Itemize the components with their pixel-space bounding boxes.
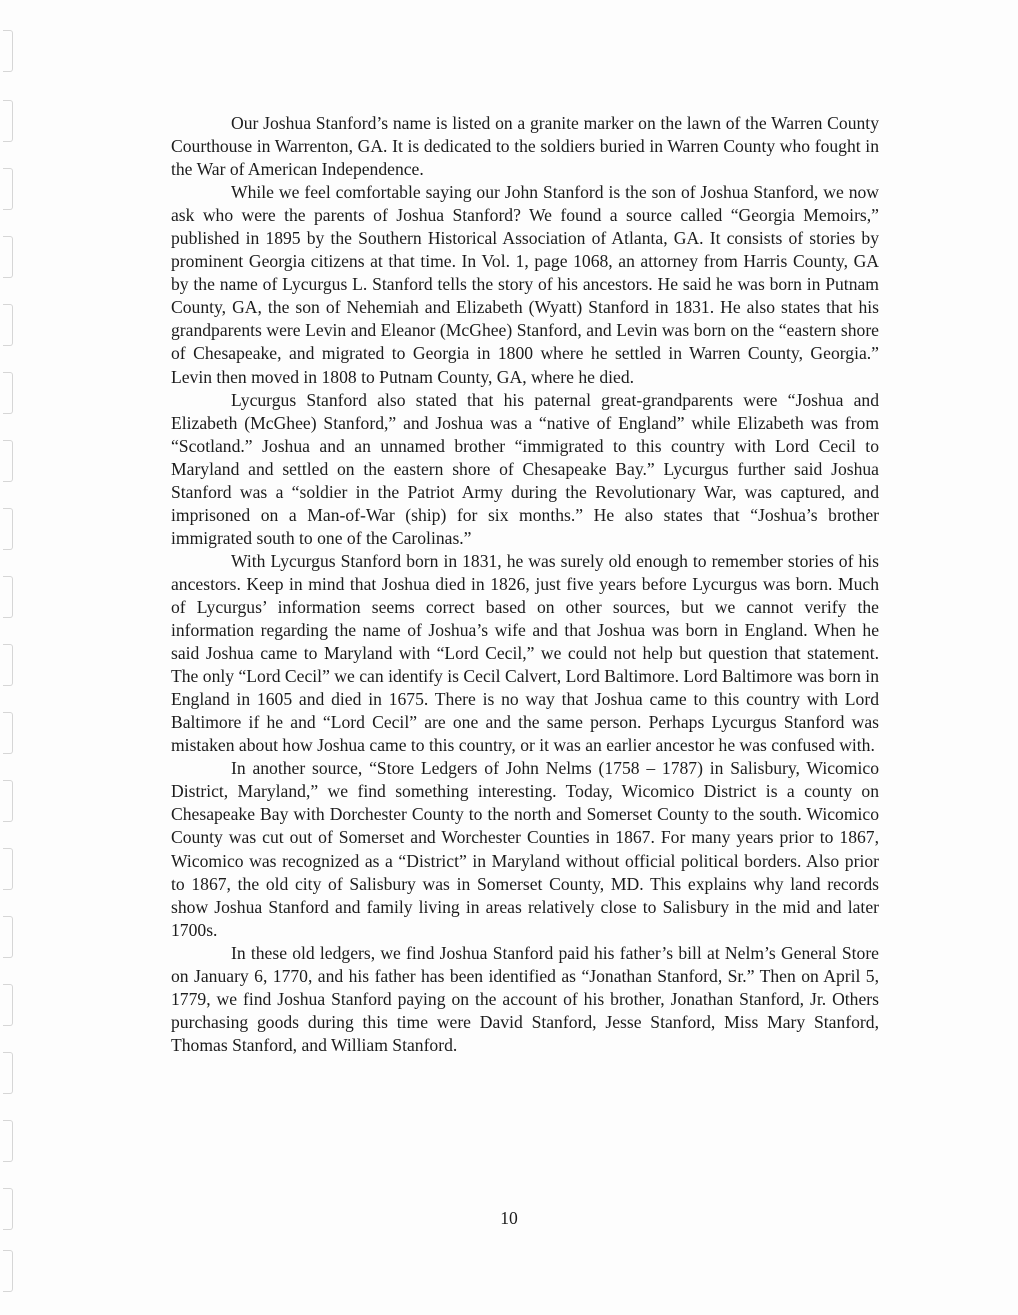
binder-mark: [3, 1052, 13, 1094]
binder-mark: [3, 1250, 13, 1292]
binder-mark: [3, 848, 13, 890]
binder-mark: [3, 236, 13, 278]
paragraph: In another source, “Store Ledgers of John Nelms (1758 – 1787) in Salisbury, Wicomico District, Maryland,” we find something interesting. Today, Wicomico District is a county on Chesapeake Bay with Dorchester County to the north and Somerset County to the south. Wicomico County was cut out of Somerset and Worchester Counties in 1867. For many years prior to 1867, Wicomico was recognized as a “District” in Maryland without official political borders. Also prior to 1867, the old city of Salisbury was in Somerset County, MD. This explains why land records show Joshua Stanford and family living in areas relatively close to Salisbury in the mid and later 1700s.: [171, 758, 879, 940]
paragraph: With Lycurgus Stanford born in 1831, he was surely old enough to remember stories of his ancestors. Keep in mind that Joshua died in 1826, just five years before Lycurgus was born. Much of Lycurgus’ information seems correct based on other sources, but we cannot verify the information regarding the name of Joshua’s wife and that Joshua was born in England. When he said Joshua came to Maryland with “Lord Cecil,” we could not help but question that statement. The only “Lord Cecil” we can identify is Cecil Calvert, Lord Baltimore. Lord Baltimore was born in England in 1605 and died in 1675. There is no way that Joshua came to this country with Lord Baltimore if he and “Lord Cecil” are one and the same person. Perhaps Lycurgus Stanford was mistaken about how Joshua came to this country, or it was an earlier ancestor he was confused with.: [171, 550, 879, 756]
binder-mark: [3, 30, 13, 72]
binder-mark: [3, 440, 13, 482]
binder-mark: [3, 1120, 13, 1162]
binder-mark: [3, 916, 13, 958]
binder-mark: [3, 984, 13, 1026]
paragraph: Our Joshua Stanford’s name is listed on a granite marker on the lawn of the Warren County Courthouse in Warrenton, GA. It is dedicated to the soldiers buried in Warren County who fought in the War of American Independence.: [171, 113, 879, 180]
paragraph: In these old ledgers, we find Joshua Stanford paid his father’s bill at Nelm’s General Store on January 6, 1770, and his father has been identified as “Jonathan Stanford, Sr.” Then on April 5, 1779, we find Joshua Stanford paying on the account of his brother, Jonathan Stanford, Jr. Others purchasing goods during this time were David Stanford, Jesse Stanford, Miss Mary Stanford, Thomas Stanford, and William Stanford.: [171, 942, 879, 1055]
paragraph: Lycurgus Stanford also stated that his paternal great-grandparents were “Joshua and Elizabeth (McGhee) Stanford,” and Joshua was a “native of England” while Elizabeth was from “Scotland.” Joshua and an unnamed brother “immigrated to this country with Lord Cecil to Maryland and settled on the eastern shore of Chesapeake Bay.” Lycurgus further said Joshua Stanford was a “soldier in the Patriot Army during the Revolutionary War, was captured, and imprisoned on a Man-of-War (ship) for six months.” He also states that “Joshua’s brother immigrated south to one of the Carolinas.”: [171, 389, 879, 548]
binder-mark: [3, 644, 13, 686]
binder-mark: [3, 372, 13, 414]
page-number: 10: [500, 1208, 518, 1228]
binder-mark: [3, 780, 13, 822]
binder-mark: [3, 576, 13, 618]
binder-mark: [3, 304, 13, 346]
binder-mark: [3, 100, 13, 142]
binder-mark: [3, 508, 13, 550]
binder-mark: [3, 168, 13, 210]
binder-mark: [3, 712, 13, 754]
body-text: [171, 112, 879, 1057]
paragraph: While we feel comfortable saying our John Stanford is the son of Joshua Stanford, we now ask who were the parents of Joshua Stanford? We found a source called “Georgia Memoirs,” published in 1895 by the Southern Historical Association of Atlanta, GA. It consists of stories by prominent Georgia citizens at that time. In Vol. 1, page 1068, an attorney from Harris County, GA by the name of Lycurgus L. Stanford tells the story of his ancestors. He said he was born in Putnam County, GA, the son of Nehemiah and Elizabeth (Wyatt) Stanford in 1831. He also states that his grandparents were Levin and Eleanor (McGhee) Stanford, and Levin was born on the “eastern shore of Chesapeake, and migrated to Georgia in 1800 where he settled in Warren County, Georgia.” Levin then moved in 1808 to Putnam County, GA, where he died.: [171, 182, 879, 387]
binder-hole-marks: [0, 0, 20, 1315]
